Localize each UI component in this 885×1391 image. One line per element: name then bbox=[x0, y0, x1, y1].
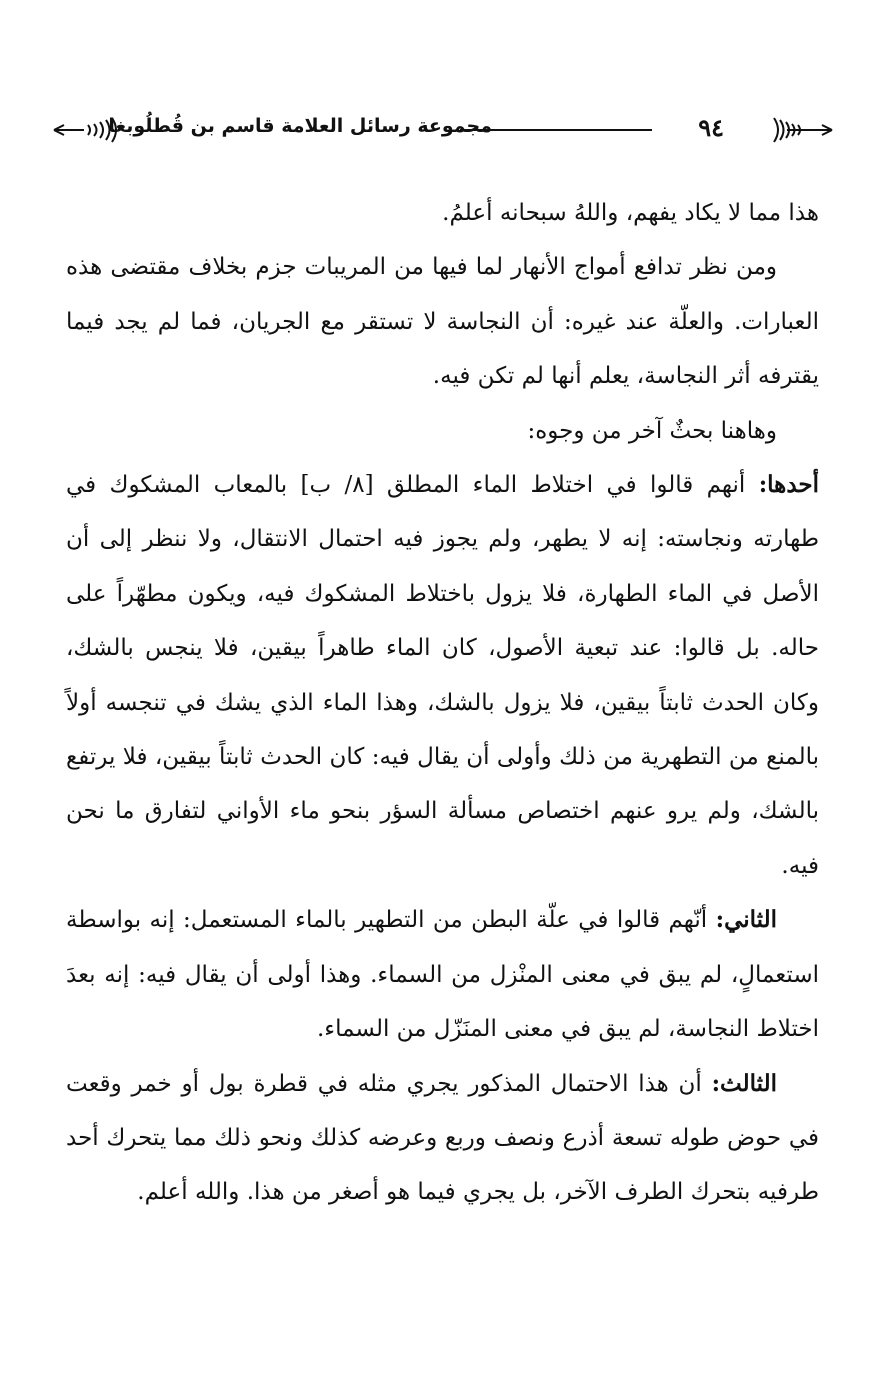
paragraph-4-text: أنهم قالوا في اختلاط الماء المطلق [٨/ ب] بالمعاب المشكوك في طهارته ونجاسته: إنه لا يطهر، ولم يجوز فيه احتمال الانتقال، ولا ننظر إلى أن الأصل في الماء الطهارة، فلا يزول باختلاط المشكوك فيه، ويكون مطهّراً على حاله. بل قالوا: عند تبعية الأصول، كان الماء طاهراً بيقين، فلا ينجس بالشك، وكان الحدث ثابتاً بيقين، فلا يزول بالشك، وهذا الماء الذي يشك في تنجسه أولاً بالمنع من التطهرية من ذلك وأولى أن يقال فيه: كان الحدث ثابتاً بيقين، فلا يرتفع بالشك، ولم يرو عنهم اختصاص مسألة السؤر بنحو ماء الأواني لتفارق ما نحن فيه. bbox=[66, 472, 819, 879]
paragraph-1 bbox=[66, 186, 819, 240]
paragraph-5-text: أنّهم قالوا في علّة البطن من التطهير بالماء المستعمل: إنه بواسطة استعمالٍ، لم يبق في معنى المنْزل من السماء. وهذا أولى أن يقال فيه: إنه بعدَ اختلاط النجاسة، لم يبق في معنى المنَزّل من السماء. bbox=[66, 907, 819, 1043]
running-title: مجموعة رسائل العلامة قاسم بن قُطلُوبغا bbox=[108, 115, 492, 137]
paragraph-2 bbox=[66, 240, 819, 403]
paragraph-5 bbox=[66, 893, 819, 1056]
paragraph-3 bbox=[66, 404, 819, 458]
paragraph-6-text: أن هذا الاحتمال المذكور يجري مثله في قطرة بول أو خمر وقعت في حوض طوله تسعة أذرع ونصف وربع وعرضه كذلك ونحو ذلك مما يتحرك أحد طرفيه بتحرك الطرف الآخر، بل يجري فيما هو أصغر من هذا. والله أعلم. bbox=[66, 1070, 819, 1206]
paragraph-2-text: ومن نظر تدافع أمواج الأنهار لما فيها من المريبات جزم بخلاف مقتضى هذه العبارات. والعلّة عند غيره: أن النجاسة لا تستقر مع الجريان، فما لم يجد فيما يقترفه أثر النجاسة، يعلم أنها لم تكن فيه. bbox=[66, 254, 819, 390]
main-text bbox=[66, 186, 819, 1220]
ornament-arrow-left bbox=[54, 118, 116, 142]
paragraph-5-lead: الثاني: bbox=[715, 906, 777, 934]
ornament-arrow-right bbox=[774, 118, 832, 142]
paragraph-4-lead: أحدها: bbox=[758, 471, 819, 499]
paragraph-1-text: هذا مما لا يكاد يفهم، واللهُ سبحانه أعلمُ. bbox=[442, 200, 819, 226]
paragraph-6 bbox=[66, 1057, 819, 1220]
paragraph-3-text: وهاهنا بحثٌ آخر من وجوه: bbox=[527, 417, 777, 444]
page-number: ٩٤ bbox=[698, 113, 724, 142]
paragraph-6-lead: الثالث: bbox=[711, 1069, 777, 1097]
page-header bbox=[52, 108, 834, 152]
paragraph-4 bbox=[66, 458, 819, 893]
